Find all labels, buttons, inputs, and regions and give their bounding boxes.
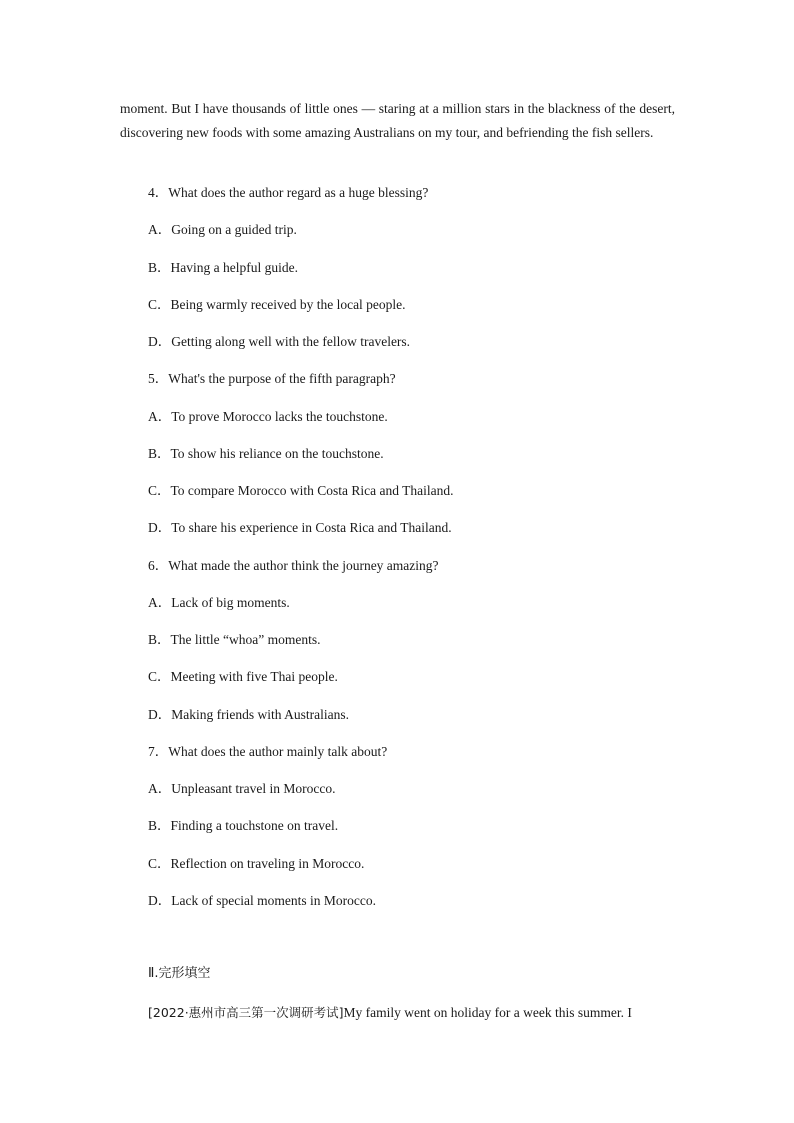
question-4-option-c: C．Being warmly received by the local people.	[148, 297, 406, 312]
question-5-option-b: B．To show his reliance on the touchstone.	[148, 446, 384, 461]
question-7-stem: 7．What does the author mainly talk about?	[148, 744, 388, 759]
passage-paragraph: moment. But I have thousands of little ones — staring at a million stars in the blackness of the desert, discovering new foods with some amazing Australians on my tour, and befriending the fish sellers.	[120, 101, 675, 140]
exam-source: [2022·惠州市高三第一次调研考试]	[148, 1005, 344, 1020]
question-7-option-c: C．Reflection on traveling in Morocco.	[148, 856, 365, 871]
question-5-stem: 5．What's the purpose of the fifth paragraph?	[148, 371, 396, 386]
question-7-option-d: D．Lack of special moments in Morocco.	[148, 893, 376, 908]
section-heading: Ⅱ.完形填空	[148, 966, 211, 981]
question-4-option-a: A．Going on a guided trip.	[148, 222, 297, 237]
question-6-option-d: D．Making friends with Australians.	[148, 707, 349, 722]
question-5-option-a: A．To prove Morocco lacks the touchstone.	[148, 409, 388, 424]
question-6-option-c: C．Meeting with five Thai people.	[148, 669, 338, 684]
question-6-stem: 6．What made the author think the journey amazing?	[148, 558, 439, 573]
question-5-option-c: C．To compare Morocco with Costa Rica and Thailand.	[148, 483, 454, 498]
cloze-passage-start	[148, 1003, 676, 1023]
cloze-text: My family went on holiday for a week this summer. I	[343, 1005, 632, 1020]
question-7-option-b: B．Finding a touchstone on travel.	[148, 818, 339, 833]
question-7-option-a: A．Unpleasant travel in Morocco.	[148, 781, 336, 796]
question-4-option-b: B．Having a helpful guide.	[148, 260, 298, 275]
question-6-option-a: A．Lack of big moments.	[148, 595, 290, 610]
question-5-option-d: D．To share his experience in Costa Rica and Thailand.	[148, 520, 452, 535]
question-4-stem: 4．What does the author regard as a huge blessing?	[148, 185, 429, 200]
question-4-option-d: D．Getting along well with the fellow travelers.	[148, 334, 411, 349]
question-6-option-b: B．The little “whoa” moments.	[148, 632, 321, 647]
